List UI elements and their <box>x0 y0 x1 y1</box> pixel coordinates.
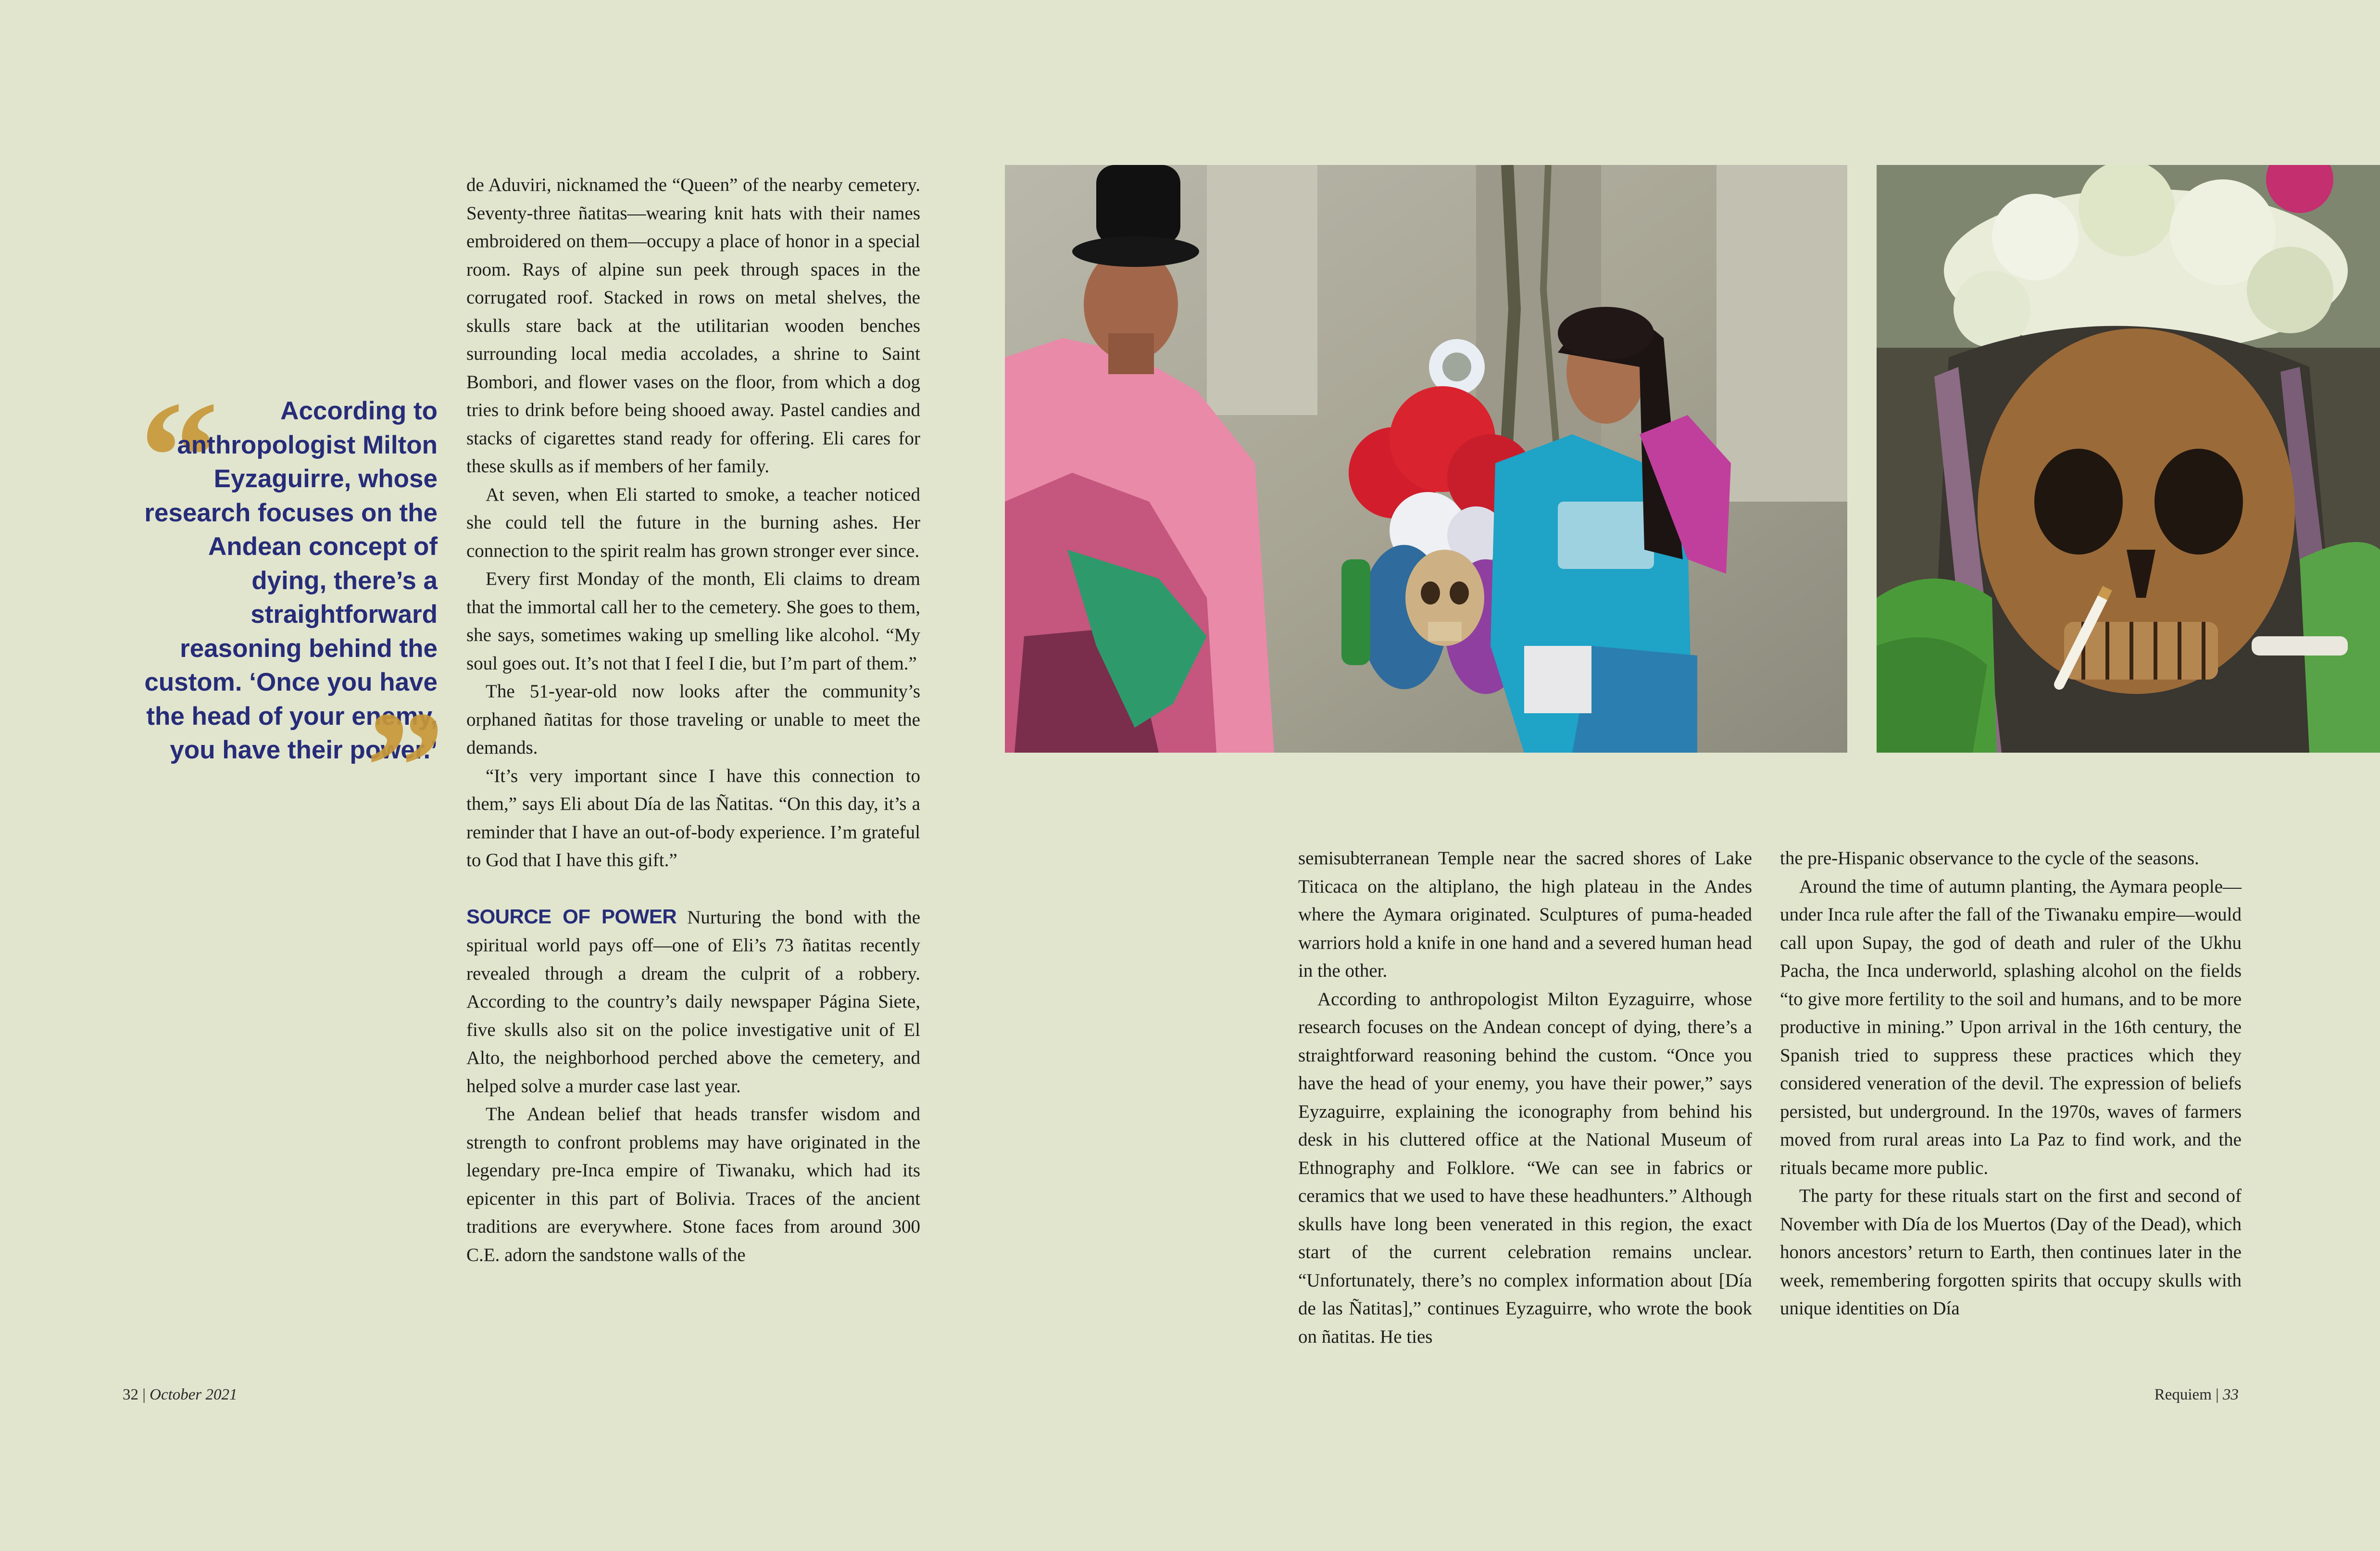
open-quote-mark: “ <box>139 369 219 544</box>
page-number-left: 32 <box>123 1386 138 1403</box>
paragraph: At seven, when Eli started to smoke, a teacher noticed she could tell the future in the burning ashes. Her connection to the spirit realm has grown stronger ever since. <box>466 484 920 561</box>
article-column-2 <box>1298 845 1752 1351</box>
folio-separator: | <box>138 1386 150 1403</box>
folio-right <box>2155 1386 2239 1404</box>
photo-woman-girl-skull <box>1005 165 1847 753</box>
close-quote-mark: ” <box>365 679 445 855</box>
folio-separator: | <box>2211 1386 2223 1403</box>
paragraph: the pre-Hispanic observance to the cycle of the seasons. <box>1780 848 2199 869</box>
folio-left <box>123 1386 238 1404</box>
issue-date: October 2021 <box>150 1386 238 1403</box>
paragraph: “It’s very important since I have this connection to them,” says Eli about Día de las Ñatitas. “On this day, it’s a reminder that I have an out-of-body experience. I’m grateful to God that I have this gift.” <box>466 765 920 870</box>
page-number-right: 33 <box>2223 1386 2239 1403</box>
article-column-3 <box>1780 845 2242 1323</box>
paragraph-text: Nurturing the bond with the spiritual world pays off—one of Eli’s 73 ñatitas recently revealed through a dream the culprit of a robbery. According to the country’s daily newspaper Página Siete, five skulls also sit on the police investigative unit of El Alto, the neighborhood perched above the cemetery, and helped solve a murder case last year. <box>466 907 921 1097</box>
paragraph: The party for these rituals start on the first and second of November with Día de los Muertos (Day of the Dead), which honors ancestors’ return to Earth, then continues later in the week, remembering forgotten spirits that occupy skulls with unique identities on Día <box>1780 1185 2242 1319</box>
paragraph: semisubterranean Temple near the sacred shores of Lake Titicaca on the altiplano, the high plateau in the Andes where the Aymara originated. Sculptures of puma-headed warriors hold a knife in one hand and a severed human head in the other. <box>1298 848 1752 981</box>
section-name: Requiem <box>2154 1386 2212 1403</box>
pull-quote-text: According to anthropologist Milton Eyzaguirre, whose research focuses on the Andean concept of dying, there’s a straightforward reasoning behind the custom. ‘Once you have the head of your enemy, you have their power.’ <box>144 397 438 764</box>
paragraph: Around the time of autumn planting, the Aymara people—under Inca rule after the fall of the Tiwanaku empire—would call upon Supay, the god of death and ruler of the Ukhu Pacha, the Inca underworld, splashing alcohol on the fields “to give more fertility to the soil and humans, and to be more productive in mining.” Upon arrival in the 16th century, the Spanish tried to suppress these practices which they considered veneration of the devil. The expression of beliefs persisted, but underground. In the 1970s, waves of farmers moved from rural areas into La Paz to find work, and the rituals became more public. <box>1780 876 2242 1178</box>
photo-skull-cigarette <box>1877 165 2380 753</box>
pull-quote <box>135 369 445 855</box>
paragraph: The 51-year-old now looks after the community’s orphaned ñatitas for those traveling or unable to meet the demands. <box>466 681 920 758</box>
paragraph: Every first Monday of the month, Eli claims to dream that the immortal call her to the cemetery. She goes to them, she says, sometimes waking up smelling like alcohol. “My soul goes out. It’s not that I feel I die, but I’m part of them.” <box>466 568 920 674</box>
paragraph: de Aduviri, nicknamed the “Queen” of the nearby cemetery. Seventy-three ñatitas—wearing knit hats with their names embroidered on them—occupy a place of honor in a special room. Rays of alpine sun peek through spaces in the corrugated roof. Stacked in rows on metal shelves, the skulls stare back at the utilitarian wooden benches surrounding local media accolades, a shrine to Saint Bombori, and flower vases on the floor, from which a dog tries to drink before being shooed away. Pastel candies and stacks of cigarettes stand ready for offering. Eli cares for these skulls as if members of her family. <box>466 175 920 477</box>
paragraph: The Andean belief that heads transfer wisdom and strength to confront problems may have originated in the legendary pre-Inca empire of Tiwanaku, which had its epicenter in this part of Bolivia. Traces of the ancient traditions are everywhere. Stone faces from around 300 C.E. adorn the sandstone walls of the <box>466 1104 920 1265</box>
article-column-1 <box>466 171 920 1269</box>
section-paragraph <box>466 903 920 1101</box>
section-subhead: SOURCE OF POWER <box>466 905 677 928</box>
paragraph: According to anthropologist Milton Eyzaguirre, whose research focuses on the Andean concept of dying, there’s a straightforward reasoning behind the custom. “Once you have the head of your enemy, you have their power,” says Eyzaguirre, explaining the iconography from behind his desk in his cluttered office at the National Museum of Ethnography and Folklore. “We can see in fabrics or ceramics that we used to have these headhunters.” Although skulls have long been venerated in this region, the exact start of the current celebration remains unclear. “Unfortunately, there’s no complex information about [Día de las Ñatitas],” continues Eyzaguirre, who wrote the book on ñatitas. He ties <box>1298 988 1752 1347</box>
